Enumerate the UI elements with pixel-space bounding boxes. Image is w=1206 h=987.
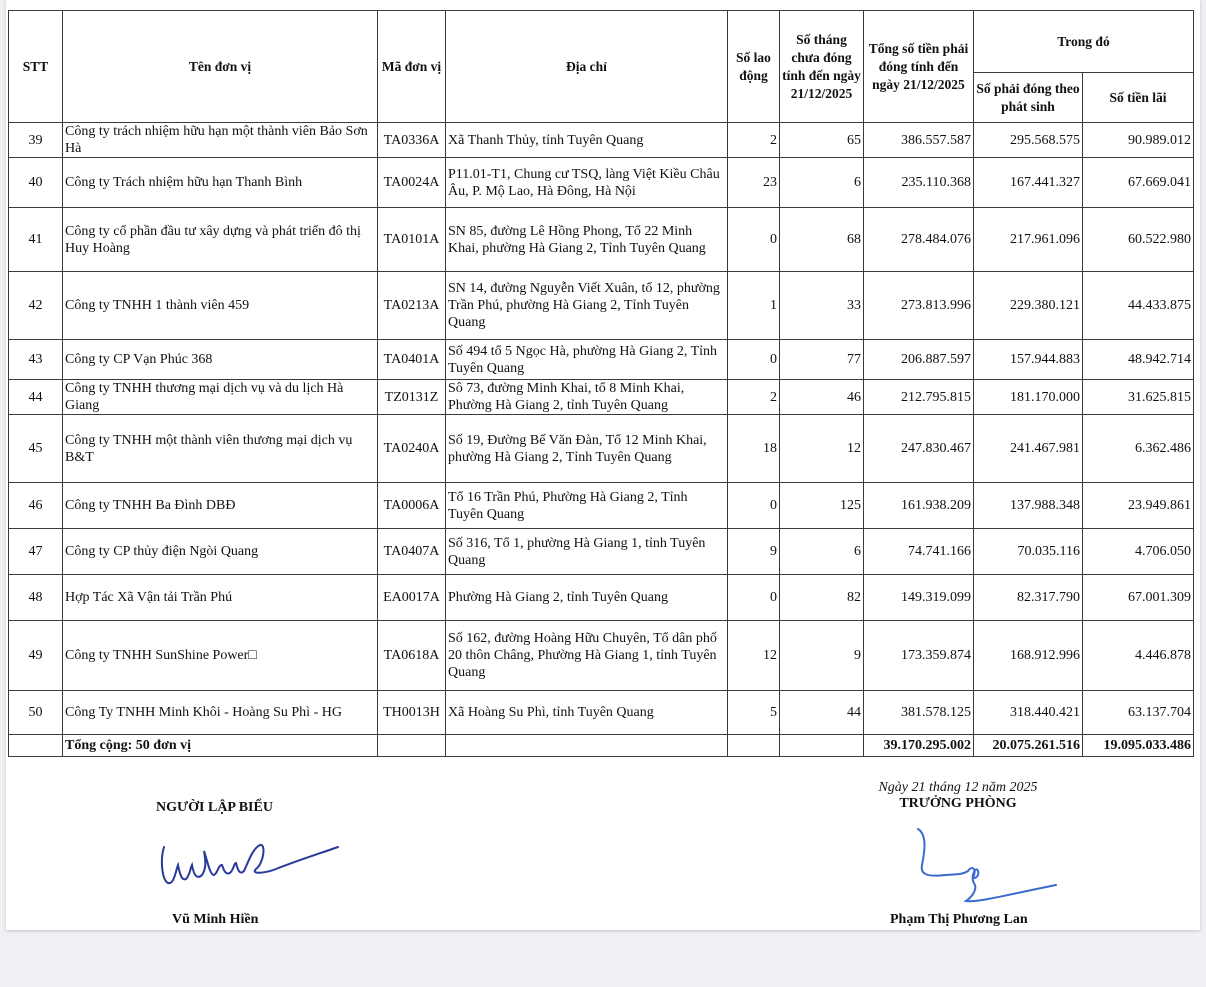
table-row [9,483,1194,529]
cell-address: Xã Thanh Thủy, tỉnh Tuyên Quang [446,123,728,158]
cell-accrued: 217.961.096 [974,208,1083,272]
cell-unit-name: Công ty TNHH Ba Đình DBĐ [63,483,378,529]
cell-unit-code: TA0401A [378,340,446,380]
cell-address: P11.01-T1, Chung cư TSQ, làng Việt Kiều Châu Âu, P. Mộ Lao, Hà Đông, Hà Nội [446,158,728,208]
cell-workers: 0 [728,575,780,621]
cell-address: Số 494 tổ 5 Ngọc Hà, phường Hà Giang 2, Tỉnh Tuyên Quang [446,340,728,380]
header-interest: Số tiền lãi [1083,73,1194,123]
cell-interest: 90.989.012 [1083,123,1194,158]
table-row [9,380,1194,415]
approver-block [868,780,1048,812]
total-months-cell [780,735,864,757]
approver-name: Phạm Thị Phương Lan [890,912,1028,927]
cell-stt: 41 [9,208,63,272]
preparer-name: Vũ Minh Hiền [172,912,259,927]
cell-accrued: 241.467.981 [974,415,1083,483]
cell-unit-code: TH0013H [378,691,446,735]
cell-months-unpaid: 6 [780,158,864,208]
cell-total-amount: 206.887.597 [864,340,974,380]
header-stt: STT [9,11,63,123]
cell-months-unpaid: 6 [780,529,864,575]
cell-address: Phường Hà Giang 2, tỉnh Tuyên Quang [446,575,728,621]
cell-workers: 5 [728,691,780,735]
cell-accrued: 157.944.883 [974,340,1083,380]
cell-interest: 67.001.309 [1083,575,1194,621]
cell-unit-name: Công Ty TNHH Minh Khôi - Hoàng Su Phì - HG [63,691,378,735]
total-code-cell [378,735,446,757]
cell-stt: 46 [9,483,63,529]
signing-date: Ngày 21 tháng 12 năm 2025 [878,780,1038,795]
cell-accrued: 229.380.121 [974,272,1083,340]
cell-address: Số 19, Đường Bế Văn Đàn, Tổ 12 Minh Khai, phường Hà Giang 2, Tỉnh Tuyên Quang [446,415,728,483]
cell-stt: 39 [9,123,63,158]
cell-total-amount: 247.830.467 [864,415,974,483]
total-label: Tổng cộng: 50 đơn vị [63,735,378,757]
cell-address: Tổ 16 Trần Phú, Phường Hà Giang 2, Tỉnh Tuyên Quang [446,483,728,529]
cell-workers: 2 [728,380,780,415]
total-row [9,735,1194,757]
cell-unit-code: TA0336A [378,123,446,158]
cell-total-amount: 74.741.166 [864,529,974,575]
cell-accrued: 181.170.000 [974,380,1083,415]
approver-title: TRƯỞNG PHÒNG [899,796,1017,811]
cell-months-unpaid: 12 [780,415,864,483]
cell-unit-name: Công ty CP thủy điện Ngòi Quang [63,529,378,575]
table-row [9,575,1194,621]
table-row [9,340,1194,380]
cell-unit-name: Công ty CP Vạn Phúc 368 [63,340,378,380]
cell-months-unpaid: 33 [780,272,864,340]
cell-months-unpaid: 68 [780,208,864,272]
total-stt-cell [9,735,63,757]
header-unit-name: Tên đơn vị [63,11,378,123]
table-body [9,123,1194,735]
cell-unit-code: TA0240A [378,415,446,483]
cell-total-amount: 149.319.099 [864,575,974,621]
table-row [9,272,1194,340]
cell-months-unpaid: 9 [780,621,864,691]
cell-workers: 18 [728,415,780,483]
cell-address: Xã Hoàng Su Phì, tỉnh Tuyên Quang [446,691,728,735]
cell-stt: 40 [9,158,63,208]
cell-total-amount: 161.938.209 [864,483,974,529]
cell-interest: 48.942.714 [1083,340,1194,380]
header-workers: Số lao động [728,11,780,123]
cell-interest: 6.362.486 [1083,415,1194,483]
cell-unit-name: Công ty trách nhiệm hữu hạn một thành viên Bảo Sơn Hà [63,123,378,158]
cell-total-amount: 381.578.125 [864,691,974,735]
cell-address: SN 14, đường Nguyễn Viết Xuân, tổ 12, phường Trần Phú, phường Hà Giang 2, Tỉnh Tuyên Quang [446,272,728,340]
cell-stt: 49 [9,621,63,691]
cell-total-amount: 212.795.815 [864,380,974,415]
table-row [9,415,1194,483]
cell-workers: 2 [728,123,780,158]
cell-stt: 47 [9,529,63,575]
cell-accrued: 168.912.996 [974,621,1083,691]
table-row [9,621,1194,691]
cell-stt: 42 [9,272,63,340]
header-address: Địa chỉ [446,11,728,123]
cell-total-amount: 173.359.874 [864,621,974,691]
header-unit-code: Mã đơn vị [378,11,446,123]
total-workers-cell [728,735,780,757]
cell-workers: 0 [728,483,780,529]
cell-unit-name: Công ty Trách nhiệm hữu hạn Thanh Bình [63,158,378,208]
header-months-unpaid: Số tháng chưa đóng tính đến ngày 21/12/2025 [780,11,864,123]
cell-months-unpaid: 125 [780,483,864,529]
table-row [9,123,1194,158]
cell-unit-code: TA0101A [378,208,446,272]
cell-unit-code: EA0017A [378,575,446,621]
cell-accrued: 167.441.327 [974,158,1083,208]
cell-months-unpaid: 65 [780,123,864,158]
debt-report-table [8,10,1194,757]
cell-months-unpaid: 77 [780,340,864,380]
total-address-cell [446,735,728,757]
cell-unit-name: Công ty TNHH một thành viên thương mại dịch vụ B&T [63,415,378,483]
cell-interest: 23.949.861 [1083,483,1194,529]
cell-interest: 44.433.875 [1083,272,1194,340]
header-total-amount: Tổng số tiền phải đóng tính đến ngày 21/12/2025 [864,11,974,123]
cell-stt: 45 [9,415,63,483]
cell-total-amount: 273.813.996 [864,272,974,340]
cell-accrued: 318.440.421 [974,691,1083,735]
cell-workers: 23 [728,158,780,208]
preparer-title: NGƯỜI LẬP BIỂU [156,800,273,815]
cell-interest: 63.137.704 [1083,691,1194,735]
cell-unit-code: TA0618A [378,621,446,691]
cell-accrued: 70.035.116 [974,529,1083,575]
cell-interest: 60.522.980 [1083,208,1194,272]
cell-unit-name: Công ty TNHH SunShine Power□ [63,621,378,691]
cell-interest: 67.669.041 [1083,158,1194,208]
cell-workers: 9 [728,529,780,575]
cell-interest: 4.446.878 [1083,621,1194,691]
cell-stt: 50 [9,691,63,735]
cell-total-amount: 386.557.587 [864,123,974,158]
cell-address: Số 316, Tổ 1, phường Hà Giang 1, tỉnh Tuyên Quang [446,529,728,575]
cell-total-amount: 235.110.368 [864,158,974,208]
total-amount: 39.170.295.002 [864,735,974,757]
cell-unit-name: Công ty cổ phần đầu tư xây dựng và phát triển đô thị Huy Hoàng [63,208,378,272]
header-accrued: Số phải đóng theo phát sinh [974,73,1083,123]
cell-months-unpaid: 44 [780,691,864,735]
cell-accrued: 82.317.790 [974,575,1083,621]
cell-address: SN 85, đường Lê Hồng Phong, Tổ 22 Minh Khai, phường Hà Giang 2, Tỉnh Tuyên Quang [446,208,728,272]
cell-unit-code: TA0407A [378,529,446,575]
cell-accrued: 137.988.348 [974,483,1083,529]
table-row [9,158,1194,208]
cell-unit-code: TZ0131Z [378,380,446,415]
cell-accrued: 295.568.575 [974,123,1083,158]
cell-stt: 48 [9,575,63,621]
cell-workers: 0 [728,208,780,272]
preparer-signature [156,835,346,895]
header-breakdown: Trong đó [974,11,1194,73]
cell-workers: 12 [728,621,780,691]
cell-workers: 0 [728,340,780,380]
cell-interest: 4.706.050 [1083,529,1194,575]
cell-address: Số 162, đường Hoàng Hữu Chuyên, Tổ dân phố 20 thôn Châng, Phường Hà Giang 1, tỉnh Tuyên Quang [446,621,728,691]
cell-unit-code: TA0213A [378,272,446,340]
cell-unit-name: Hợp Tác Xã Vận tải Trần Phú [63,575,378,621]
cell-months-unpaid: 46 [780,380,864,415]
cell-unit-code: TA0006A [378,483,446,529]
cell-unit-name: Công ty TNHH thương mại dịch vụ và du lịch Hà Giang [63,380,378,415]
cell-unit-name: Công ty TNHH 1 thành viên 459 [63,272,378,340]
total-interest: 19.095.033.486 [1083,735,1194,757]
cell-address: Sô 73, đường Minh Khai, tổ 8 Minh Khai, Phường Hà Giang 2, tỉnh Tuyên Quang [446,380,728,415]
cell-stt: 43 [9,340,63,380]
cell-interest: 31.625.815 [1083,380,1194,415]
cell-workers: 1 [728,272,780,340]
table-row [9,529,1194,575]
cell-stt: 44 [9,380,63,415]
table-row [9,208,1194,272]
cell-unit-code: TA0024A [378,158,446,208]
cell-total-amount: 278.484.076 [864,208,974,272]
total-accrued: 20.075.261.516 [974,735,1083,757]
approver-signature [906,825,1066,910]
table-row [9,691,1194,735]
cell-months-unpaid: 82 [780,575,864,621]
document-page [6,0,1200,930]
